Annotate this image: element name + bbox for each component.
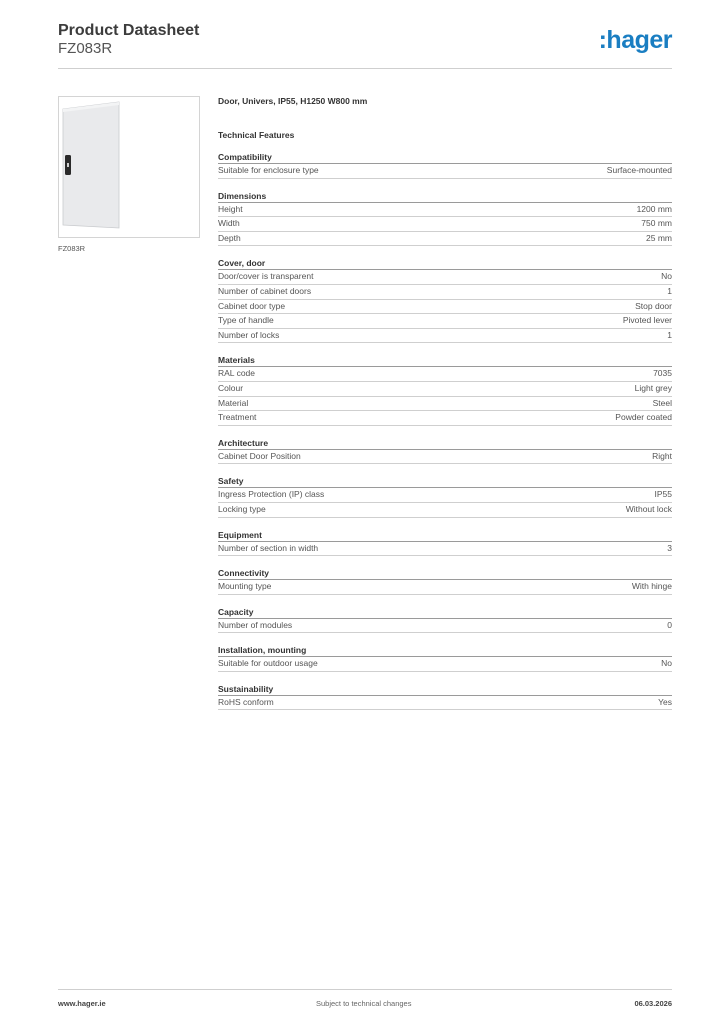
- image-caption: FZ083R: [58, 244, 86, 253]
- section-title: Materials: [218, 355, 672, 367]
- spec-label: Suitable for enclosure type: [218, 165, 319, 175]
- product-description: Door, Univers, IP55, H1250 W800 mm: [218, 96, 368, 106]
- spec-row: [218, 397, 672, 412]
- spec-row: [218, 696, 672, 711]
- spec-row: [218, 657, 672, 672]
- spec-row: [218, 329, 672, 344]
- spec-label: Number of modules: [218, 619, 293, 630]
- spec-value: With hinge: [631, 581, 672, 592]
- spec-label: Number of locks: [218, 329, 280, 340]
- spec-label: Cabinet Door Position: [218, 450, 301, 461]
- product-image: [58, 96, 200, 238]
- spec-label: Number of cabinet doors: [218, 285, 312, 296]
- hager-logo: :hager: [598, 26, 672, 54]
- spec-sections: [218, 152, 672, 710]
- spec-row: [218, 382, 672, 397]
- spec-section: [218, 607, 672, 634]
- spec-label: Type of handle: [218, 315, 274, 326]
- spec-label: Width: [218, 218, 240, 229]
- spec-section: [218, 530, 672, 557]
- section-title: Cover, door: [218, 258, 672, 270]
- spec-row: [218, 300, 672, 315]
- spec-row: [218, 285, 672, 300]
- spec-content: [218, 96, 672, 710]
- spec-value: 1200 mm: [636, 203, 672, 214]
- spec-label: Mounting type: [218, 581, 272, 592]
- spec-value: Right: [652, 450, 672, 461]
- spec-label: Material: [218, 397, 249, 408]
- spec-value: 1: [667, 329, 672, 340]
- spec-label: Suitable for outdoor usage: [218, 658, 318, 669]
- spec-row: [218, 217, 672, 232]
- spec-label: Height: [218, 203, 243, 214]
- section-title: Installation, mounting: [218, 645, 672, 657]
- section-title: Dimensions: [218, 191, 672, 203]
- section-title: Safety: [218, 476, 672, 488]
- spec-value: 7035: [653, 368, 672, 379]
- spec-row: [218, 203, 672, 218]
- spec-section: [218, 152, 672, 179]
- spec-value: Steel: [652, 397, 672, 408]
- spec-row: [218, 450, 672, 465]
- section-title: Compatibility: [218, 152, 672, 164]
- spec-section: [218, 568, 672, 595]
- spec-label: Door/cover is transparent: [218, 271, 314, 282]
- spec-value: Yes: [658, 696, 672, 707]
- spec-row: [218, 270, 672, 285]
- spec-row: [218, 488, 672, 503]
- spec-section: [218, 645, 672, 672]
- spec-value: IP55: [654, 489, 672, 500]
- technical-features-heading: Technical Features: [218, 130, 295, 140]
- spec-section: [218, 684, 672, 711]
- spec-value: No: [661, 658, 672, 669]
- spec-value: 1: [667, 285, 672, 296]
- spec-label: Locking type: [218, 503, 266, 514]
- spec-label: Colour: [218, 382, 244, 393]
- spec-value: 25 mm: [646, 232, 672, 243]
- footer-notice: Subject to technical changes: [316, 999, 412, 1008]
- spec-row: [218, 411, 672, 426]
- header-divider: [58, 68, 672, 69]
- spec-value: Pivoted lever: [622, 315, 672, 326]
- spec-row: [218, 619, 672, 634]
- spec-label: Ingress Protection (IP) class: [218, 489, 325, 500]
- spec-value: 750 mm: [641, 218, 672, 229]
- spec-value: No: [661, 271, 672, 282]
- spec-label: RoHS conform: [218, 696, 274, 707]
- spec-section: [218, 191, 672, 247]
- spec-section: [218, 476, 672, 517]
- spec-value: Powder coated: [615, 412, 672, 423]
- spec-value: Stop door: [635, 300, 672, 311]
- spec-label: Depth: [218, 232, 241, 243]
- door-illustration: [59, 97, 199, 237]
- spec-value: Light grey: [634, 382, 672, 393]
- section-title: Sustainability: [218, 684, 672, 696]
- spec-row: [218, 164, 672, 179]
- section-title: Architecture: [218, 438, 672, 450]
- spec-label: Number of section in width: [218, 542, 319, 553]
- spec-section: [218, 355, 672, 425]
- spec-value: Surface-mounted: [606, 165, 672, 175]
- spec-row: [218, 314, 672, 329]
- spec-row: [218, 367, 672, 382]
- section-title: Capacity: [218, 607, 672, 619]
- spec-value: 3: [667, 542, 672, 553]
- spec-section: [218, 438, 672, 465]
- spec-label: RAL code: [218, 368, 256, 379]
- spec-label: Treatment: [218, 412, 257, 423]
- footer-website: www.hager.ie: [58, 999, 106, 1008]
- spec-row: [218, 580, 672, 595]
- spec-section: [218, 258, 672, 343]
- section-title: Equipment: [218, 530, 672, 542]
- section-title: Connectivity: [218, 568, 672, 580]
- product-code: FZ083R: [58, 40, 113, 57]
- spec-label: Cabinet door type: [218, 300, 286, 311]
- footer-divider: [58, 989, 672, 990]
- footer-date: 06.03.2026: [634, 999, 672, 1008]
- spec-value: Without lock: [625, 503, 672, 514]
- spec-row: [218, 232, 672, 247]
- spec-value: 0: [667, 619, 672, 630]
- page-title: Product Datasheet: [58, 22, 200, 39]
- spec-row: [218, 503, 672, 518]
- spec-row: [218, 542, 672, 557]
